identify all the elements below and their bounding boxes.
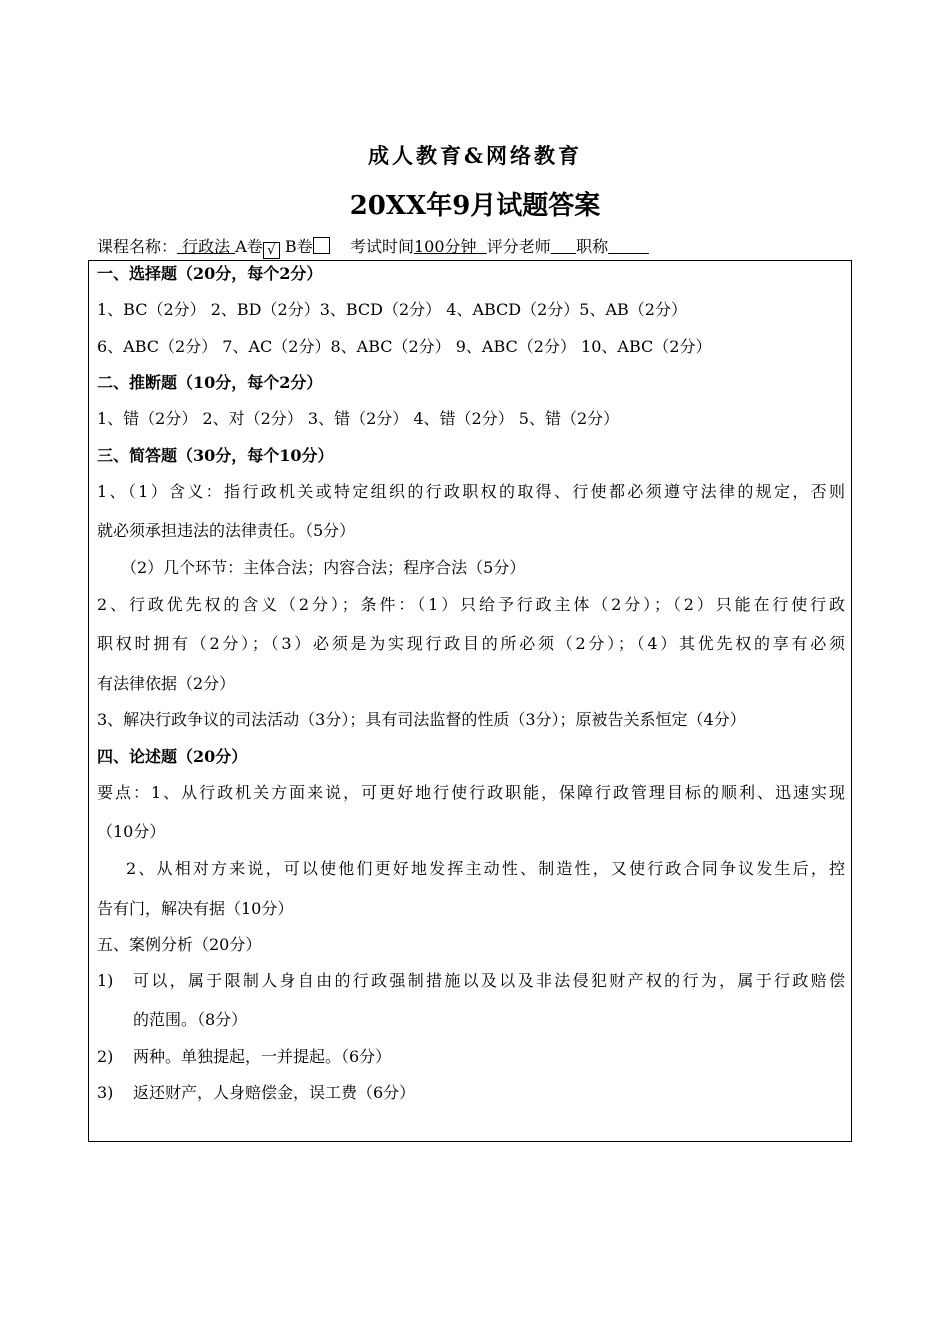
grader-value	[551, 237, 576, 256]
case-item-3: 返还财产，人身赔偿金，误工费（6分）	[133, 1083, 416, 1102]
case-item-number: 1)	[97, 971, 114, 990]
case-item-1-line2: 的范围。（8分）	[133, 1010, 248, 1029]
job-title-label: 职称	[576, 237, 609, 256]
job-title-value	[608, 237, 649, 256]
section3-q2-line2: 职权时拥有（2分）；（3）必须是为实现行政目的所必须（2分）；（4）其优先权的享有必须	[97, 634, 845, 653]
exam-title: 20XX年9月试题答案	[349, 191, 601, 221]
case-item-number: 3)	[97, 1083, 114, 1102]
institution-title: 成人教育&网络教育	[368, 143, 582, 168]
grader-label: 评分老师	[486, 237, 551, 256]
paper-b-label: B卷	[284, 237, 313, 256]
section3-q3: 3、解决行政争议的司法活动（3分）；具有司法监督的性质（3分）；原被告关系恒定（4分）	[97, 710, 746, 729]
section4-heading: 四、论述题（20分）	[97, 747, 248, 766]
section4-point2-line2: 告有门，解决有据（10分）	[97, 899, 294, 918]
paper-b-checkbox[interactable]	[313, 237, 330, 254]
paper-a-label: A卷	[235, 237, 263, 256]
section3-heading: 三、简答题（30分，每个10分）	[97, 446, 334, 465]
section1-heading: 一、选择题（20分，每个2分）	[97, 264, 323, 283]
section5-heading: 五、案例分析（20分）	[97, 935, 262, 954]
course-name-value: 行政法	[177, 237, 236, 256]
section2-heading: 二、推断题（10分，每个2分）	[97, 373, 323, 392]
exam-time-value: 100分钟	[413, 237, 477, 256]
section2-answers: 1、错（2分） 2、对（2分） 3、错（2分） 4、错（2分） 5、错（2分）	[97, 409, 620, 428]
section1-answers-1: 1、BC（2分） 2、BD（2分）3、BCD（2分） 4、ABCD（2分）5、AB（2分）	[97, 300, 687, 319]
case-item-number: 2)	[97, 1047, 114, 1066]
section1-answers-2: 6、ABC（2分） 7、AC（2分）8、ABC（2分） 9、ABC（2分） 10、ABC（2分）	[97, 337, 712, 356]
case-item-2: 两种。单独提起，一并提起。（6分）	[133, 1047, 392, 1066]
section4-point1-line2: （10分）	[97, 822, 166, 841]
section3-q1-line3: （2）几个环节：主体合法；内容合法；程序合法（5分）	[121, 558, 526, 577]
section3-q1-line2: 就必须承担违法的法律责任。（5分）	[97, 521, 356, 540]
exam-time-label: 考试时间	[349, 237, 414, 256]
case-item-1-line1: 可以，属于限制人身自由的行政强制措施以及以及非法侵犯财产权的行为，属于行政赔偿	[133, 971, 845, 990]
paper-a-checkbox[interactable]: √	[263, 242, 280, 259]
section3-q2-line3: 有法律依据（2分）	[97, 674, 236, 693]
section3-q2-line1: 2、行政优先权的含义（2分）；条件：（1）只给予行政主体（2分）；（2）只能在行使行政	[97, 595, 845, 614]
section3-q1-line1: 1、（1）含义：指行政机关或特定组织的行政职权的取得、行使都必须遵守法律的规定，否则	[97, 482, 845, 501]
course-name-label: 课程名称：	[97, 237, 178, 256]
course-info-line	[97, 236, 857, 259]
section4-point1-line1: 要点：1、从行政机关方面来说，可更好地行使行政职能，保障行政管理目标的顺利、迅速实现	[97, 783, 845, 802]
section4-point2-line1: 2、从相对方来说，可以使他们更好地发挥主动性、制造性，又使行政合同争议发生后，控	[126, 859, 845, 878]
